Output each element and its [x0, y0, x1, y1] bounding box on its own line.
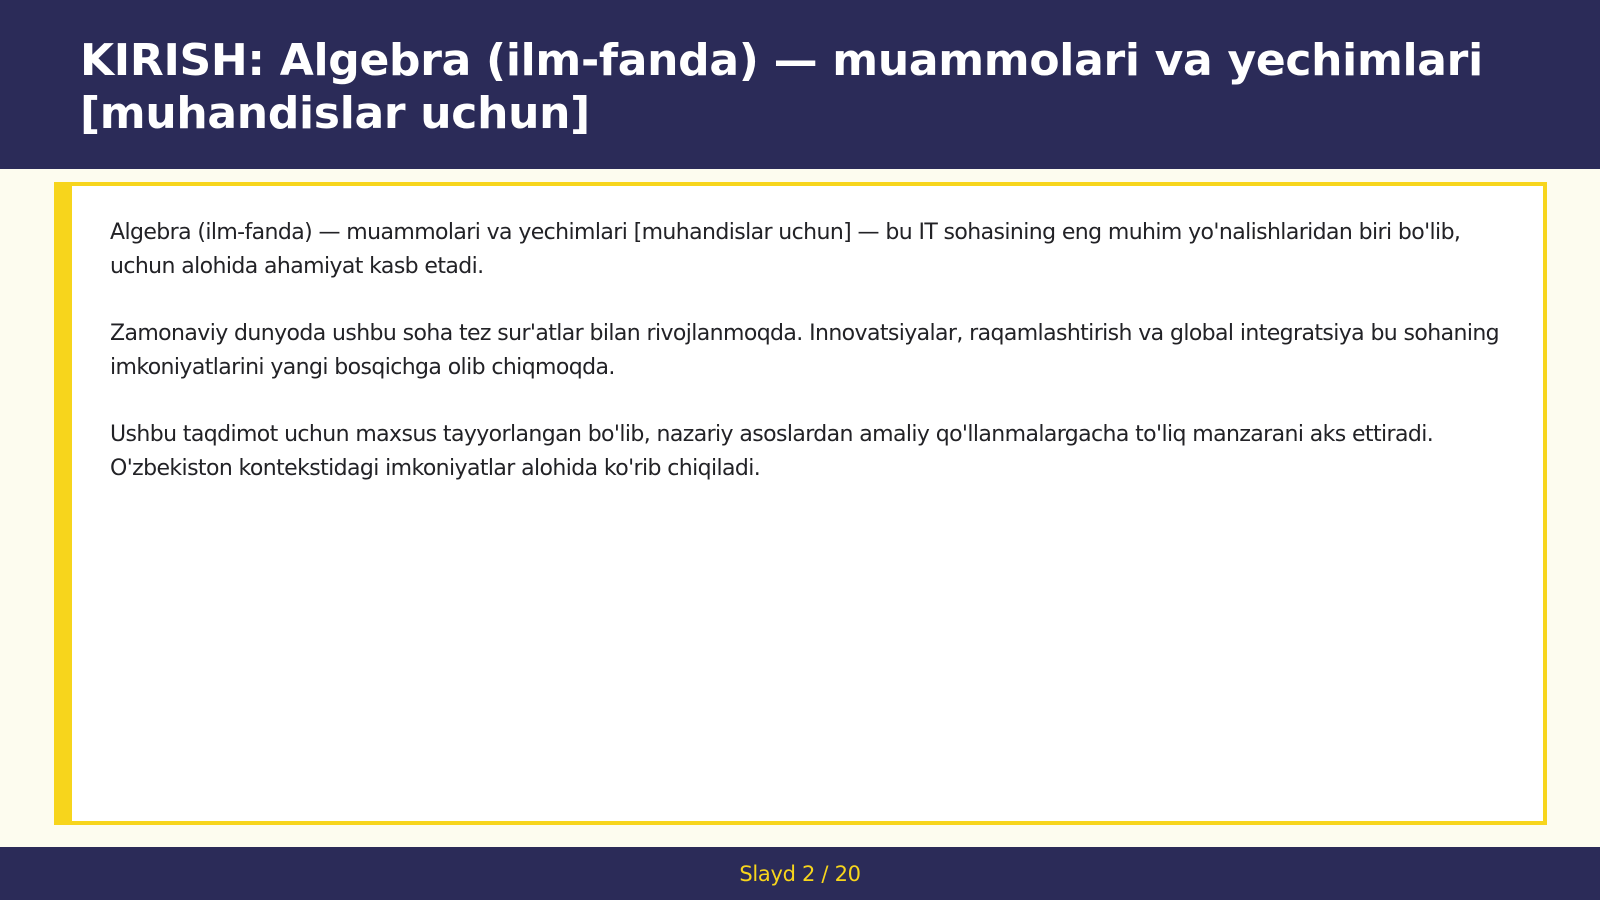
intro-paragraph: Algebra (ilm-fanda) — muammolari va yechimlari [muhandislar uchun] — bu IT sohasining eng muhim yo'nalishlaridan biri bo'lib, uchun alohida ahamiyat kasb etadi.	[110, 220, 1461, 279]
slide-header	[0, 0, 1600, 169]
content-panel	[54, 182, 1547, 825]
slide-counter: Slayd 2 / 20	[739, 861, 861, 886]
presentation-scope-paragraph: Ushbu taqdimot uchun maxsus tayyorlangan bo'lib, nazariy asoslardan amaliy qo'llanmalargacha to'liq manzarani aks ettiradi. O'zbekiston kontekstidagi imkoniyatlar alohida ko'rib chiqiladi.	[110, 422, 1434, 481]
modern-world-paragraph: Zamonaviy dunyoda ushbu soha tez sur'atlar bilan rivojlanmoqda. Innovatsiyalar, raqamlashtirish va global integratsiya bu sohaning imkoniyatlarini yangi bosqichga olib chiqmoqda.	[110, 321, 1500, 380]
slide-title: KIRISH: Algebra (ilm-fanda) — muammolari va yechimlari [muhandislar uchun]	[80, 35, 1483, 139]
slide-footer	[0, 847, 1600, 900]
